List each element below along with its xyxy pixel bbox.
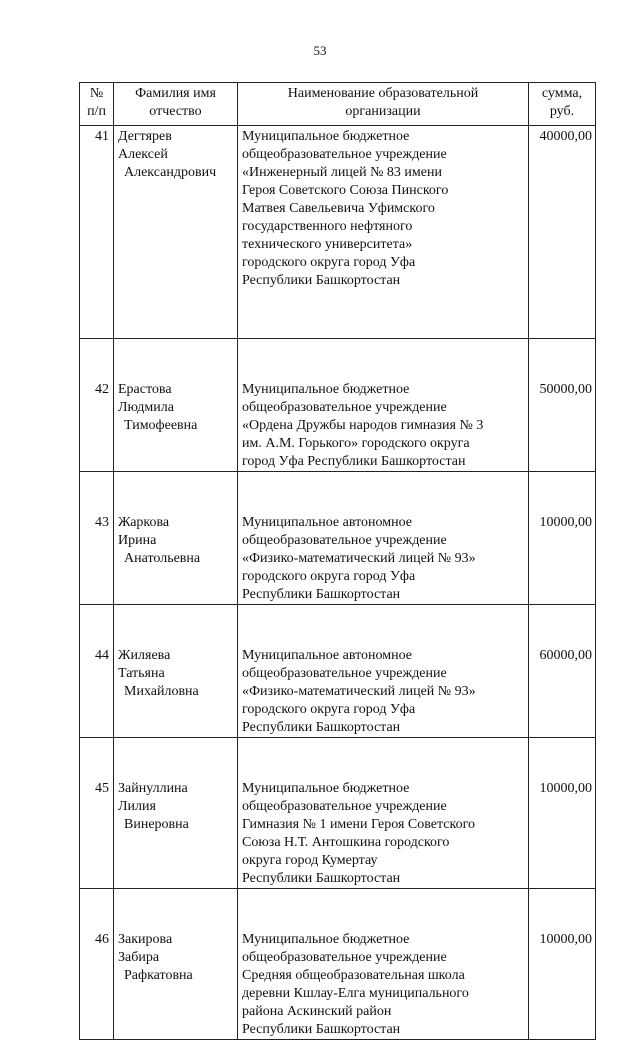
award-sum: 60000,00 [529,605,596,738]
organization-line: общеобразовательное учреждение [242,533,447,548]
name-line: Закирова [118,932,173,947]
row-number: 44 [80,605,114,738]
table-row [80,738,596,889]
header-line: организации [345,104,421,119]
organization-line: общеобразовательное учреждение [242,799,447,814]
organization-line: государственного нефтяного [242,219,413,234]
name-line: Михайловна [124,684,199,699]
name-line: Жиляева [118,648,171,663]
organization-line: общеобразовательное учреждение [242,950,447,965]
organization-line: Муниципальное бюджетное [242,932,410,947]
organization-line: «Инженерный лицей № 83 имени [242,165,442,180]
name-line: Людмила [118,400,174,415]
name-line: Рафкатовна [124,968,193,983]
award-sum: 10000,00 [529,472,596,605]
table-row [80,339,596,472]
organization-line: Муниципальное бюджетное [242,781,410,796]
organization-line: Матвея Савельевича Уфимского [242,201,435,216]
organization-line: округа город Кумертау [242,853,378,868]
name-line: Алексей [118,147,168,162]
table-row [80,605,596,738]
name-line: Тимофеевна [124,418,198,433]
name-line: Жаркова [118,515,170,530]
row-number: 46 [80,889,114,1040]
organization-line: Муниципальное бюджетное [242,129,410,144]
name-line: Забира [118,950,160,965]
header-line: сумма, [541,86,583,101]
header-line: Наименование образовательной [287,86,479,101]
page-number: 53 [313,43,327,58]
name-line: Татьяна [118,666,165,681]
organization-line: общеобразовательное учреждение [242,666,447,681]
organization-line: технического университета» [242,237,413,252]
organization-line: Республики Башкортостан [242,587,401,602]
name-line: Винеровна [124,817,189,832]
organization-line: района Аскинский район [242,1004,392,1019]
name-line: Лилия [118,799,156,814]
organization-line: Героя Советского Союза Пинского [242,183,449,198]
table-row [80,472,596,605]
organization-line: общеобразовательное учреждение [242,147,447,162]
table-row [80,889,596,1040]
organization-line: Муниципальное бюджетное [242,382,410,397]
header-sum [529,83,596,126]
person-name [114,605,238,738]
organization-line: им. А.М. Горького» городского округа [242,436,470,451]
table-header-row [80,83,596,126]
name-line: Ирина [118,533,157,548]
organization-line: город Уфа Республики Башкортостан [242,454,466,469]
organization-name [238,889,529,1040]
organization-line: общеобразовательное учреждение [242,400,447,415]
organization-line: Республики Башкортостан [242,871,401,886]
organization-line: городского округа город Уфа [242,702,416,717]
person-name [114,126,238,339]
header-name [114,83,238,126]
person-name [114,889,238,1040]
organization-line: городского округа город Уфа [242,255,416,270]
organization-line: Муниципальное автономное [242,648,413,663]
name-line: Анатольевна [124,551,201,566]
header-line: руб. [549,104,575,119]
person-name [114,472,238,605]
organization-line: Средняя общеобразовательная школа [242,968,465,983]
award-sum: 40000,00 [529,126,596,339]
organization-line: «Физико-математический лицей № 93» [242,684,476,699]
award-sum: 10000,00 [529,889,596,1040]
row-number: 41 [80,126,114,339]
row-number: 43 [80,472,114,605]
table-row [80,126,596,339]
header-line: п/п [87,104,106,119]
organization-line: Республики Башкортостан [242,273,401,288]
organization-line: Гимназия № 1 имени Героя Советского [242,817,475,832]
organization-line: «Ордена Дружбы народов гимназия № 3 [242,418,484,433]
organization-line: городского округа город Уфа [242,569,416,584]
name-line: Дегтярев [118,129,172,144]
row-number: 45 [80,738,114,889]
organization-line: Муниципальное автономное [242,515,413,530]
organization-line: деревни Кшлау-Елга муниципального [242,986,469,1001]
header-line: Фамилия имя [135,86,216,101]
organization-line: Союза Н.Т. Антошкина городского [242,835,450,850]
organization-name [238,339,529,472]
name-line: Александрович [124,165,217,180]
award-sum: 50000,00 [529,339,596,472]
name-line: Зайнуллина [118,781,188,796]
header-line: отчество [149,104,202,119]
organization-name [238,472,529,605]
row-number: 42 [80,339,114,472]
organization-line: «Физико-математический лицей № 93» [242,551,476,566]
header-line: № [89,86,104,101]
organization-name [238,738,529,889]
organization-line: Республики Башкортостан [242,1022,401,1037]
organization-name [238,126,529,339]
header-organization [238,83,529,126]
person-name [114,738,238,889]
award-sum: 10000,00 [529,738,596,889]
name-line: Ерастова [118,382,172,397]
awards-table [79,82,596,1040]
person-name [114,339,238,472]
organization-name [238,605,529,738]
organization-line: Республики Башкортостан [242,720,401,735]
header-number [80,83,114,126]
